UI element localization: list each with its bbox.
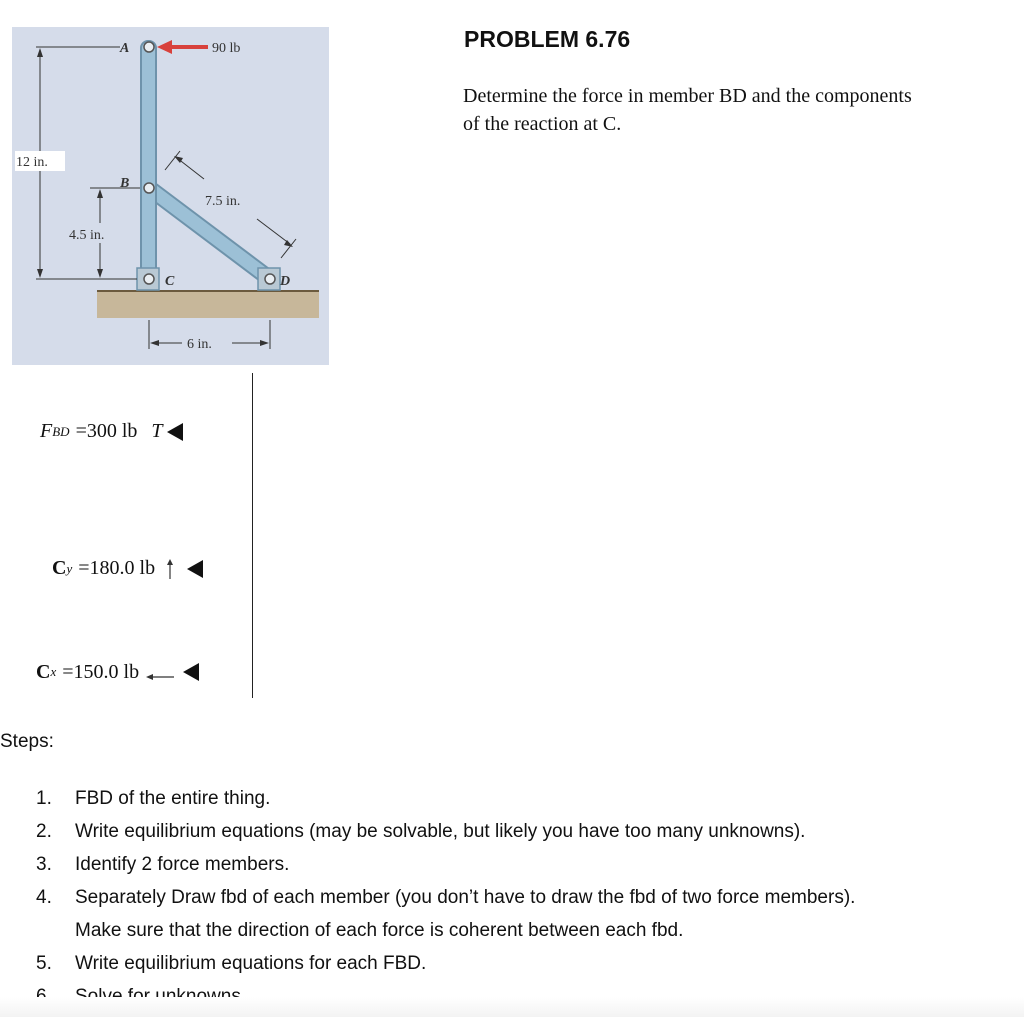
steps-heading: Steps: <box>0 731 54 752</box>
answer-cx <box>36 660 199 684</box>
step-text: FBD of the entire thing. <box>75 788 271 809</box>
step-item <box>36 914 1016 947</box>
step-text: Identify 2 force members. <box>75 854 290 875</box>
dim-lower-label: 4.5 in. <box>69 228 105 243</box>
step-number: 4. <box>36 887 52 908</box>
force-label: 90 lb <box>212 41 241 56</box>
arrow-up-icon <box>163 558 177 580</box>
answer-cy-sub: y <box>66 560 73 576</box>
answer-fbd-tag: T <box>151 420 163 442</box>
answer-cy-value: =180.0 lb <box>78 557 156 579</box>
step-number: 2. <box>36 821 52 842</box>
arrow-left-icon <box>145 670 175 684</box>
step-number <box>36 914 75 947</box>
answer-fbd <box>40 420 183 443</box>
label-b: B <box>120 176 130 191</box>
problem-title: PROBLEM 6.76 <box>464 26 631 52</box>
answer-cx-value: =150.0 lb <box>62 660 140 683</box>
answer-cy-symbol: C <box>52 557 67 579</box>
bottom-fade <box>0 997 1024 1017</box>
dim-cd-label: 6 in. <box>187 337 212 352</box>
ground <box>97 290 319 318</box>
pin-c <box>144 274 154 284</box>
label-a: A <box>120 41 130 56</box>
answer-fbd-symbol: F <box>40 420 53 442</box>
pin-d <box>265 274 275 284</box>
step-item <box>36 848 1016 881</box>
answer-divider <box>252 373 253 698</box>
step-text: Write equilibrium equations (may be solvable, but likely you have too many unknowns). <box>75 821 806 842</box>
problem-line-1: Determine the force in member BD and the components <box>463 85 912 107</box>
label-c: C <box>165 274 175 289</box>
pin-b <box>144 183 154 193</box>
step-number: 1. <box>36 788 52 809</box>
truss-figure <box>12 27 329 365</box>
answer-cy <box>52 557 203 580</box>
answer-cx-sub: x <box>50 664 57 679</box>
steps-list <box>36 782 1016 1013</box>
problem-line-2: of the reaction at C. <box>463 113 622 135</box>
answer-fbd-sub: BD <box>52 423 70 439</box>
step-item <box>36 881 1016 914</box>
step-number: 3. <box>36 854 52 875</box>
step-text: Write equilibrium equations for each FBD. <box>75 953 427 974</box>
dim-bd-label: 7.5 in. <box>205 194 241 209</box>
pin-a <box>144 42 154 52</box>
answer-fbd-value: =300 lb <box>75 420 138 442</box>
problem-statement <box>463 82 1013 138</box>
member-ac <box>141 41 156 281</box>
step-item <box>36 947 1016 980</box>
answer-cy-marker-icon <box>187 560 203 578</box>
step-text: Separately Draw fbd of each member (you don’t have to draw the fbd of two force members). <box>75 887 856 908</box>
step-text: Make sure that the direction of each force is coherent between each fbd. <box>75 920 684 941</box>
answer-cx-symbol: C <box>36 660 51 683</box>
answer-fbd-marker-icon <box>167 423 183 441</box>
answer-cx-marker-icon <box>183 663 199 681</box>
dim-total-label: 12 in. <box>16 155 48 170</box>
step-item <box>36 782 1016 815</box>
step-number: 5. <box>36 953 52 974</box>
label-d: D <box>280 274 291 289</box>
step-item <box>36 815 1016 848</box>
